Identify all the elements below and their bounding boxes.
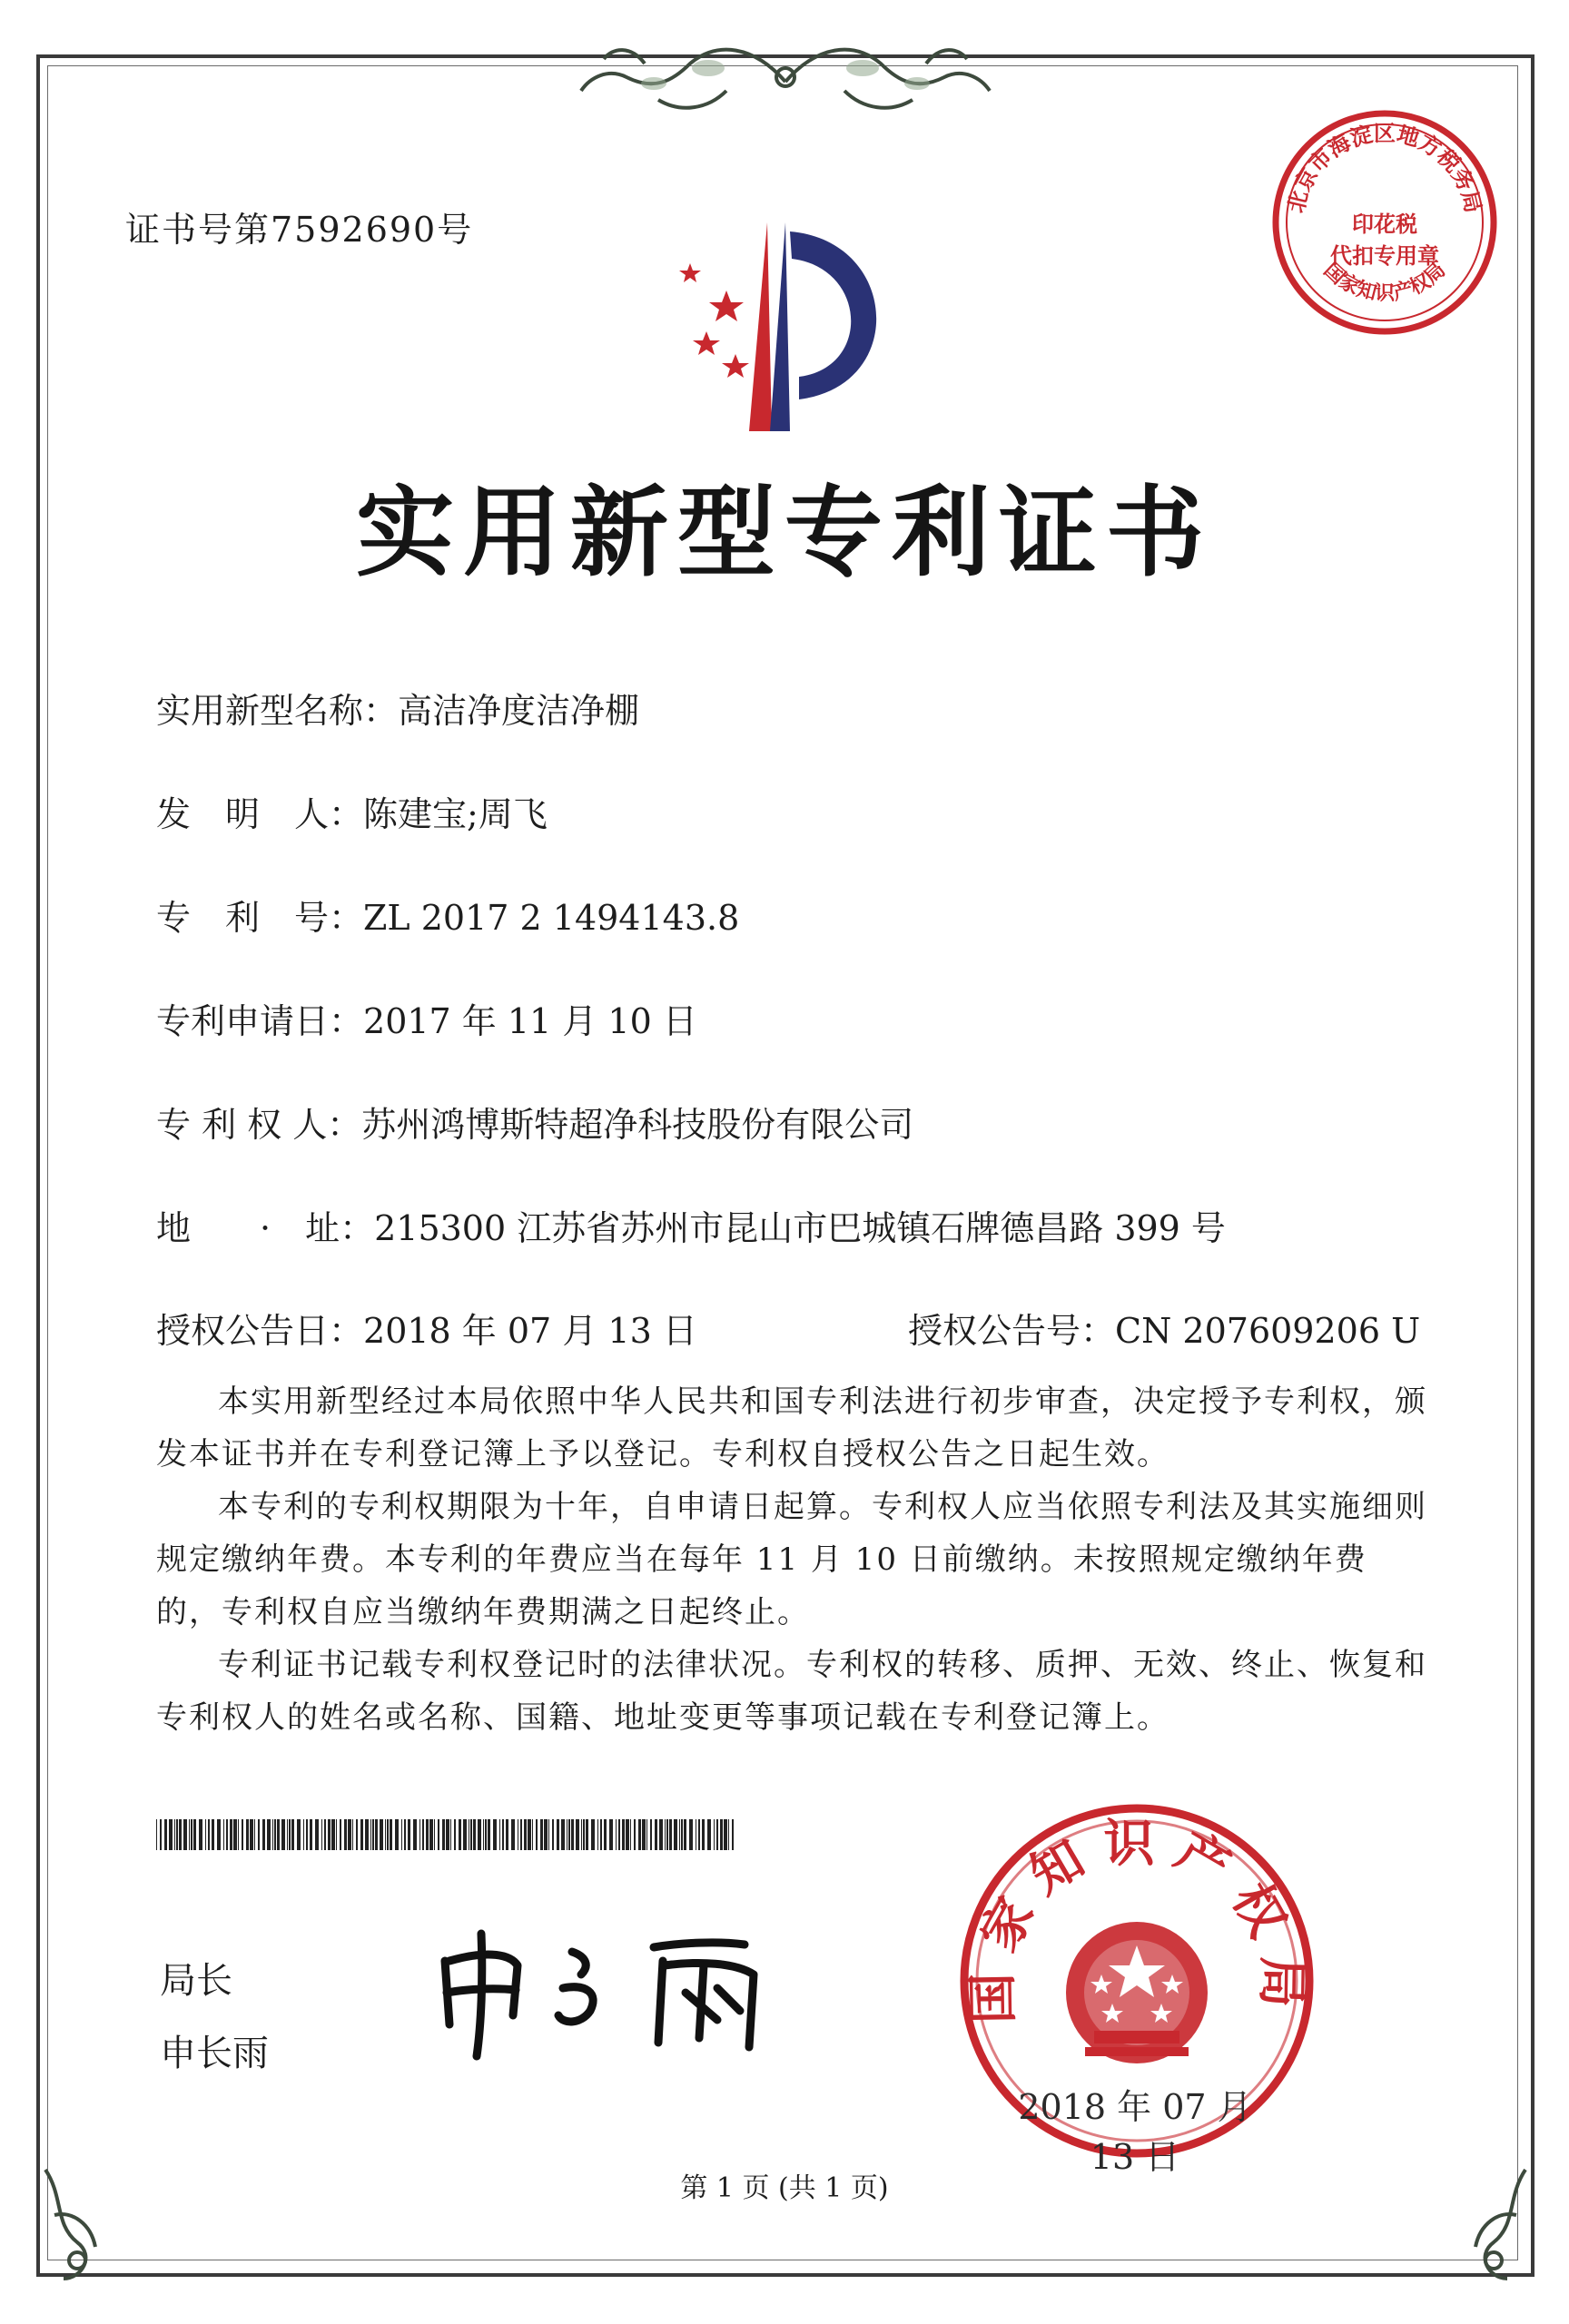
barcode-bar: [401, 1819, 402, 1850]
barcode-bar: [348, 1819, 351, 1850]
barcode-bar: [689, 1819, 693, 1850]
barcode-bar: [634, 1819, 636, 1850]
barcode-bar: [478, 1819, 481, 1850]
certificate-number: 证书号第7592690号: [125, 210, 474, 250]
barcode-bar: [267, 1819, 271, 1850]
barcode-bar: [591, 1819, 595, 1850]
barcode-bar: [646, 1819, 647, 1850]
barcode-bar: [552, 1819, 554, 1850]
page-number: 第 1 页 (共 1 页): [680, 2172, 889, 2204]
field-value: 苏州鸿博斯特超净科技股份有限公司: [361, 1105, 914, 1145]
barcode-bar: [586, 1819, 588, 1850]
barcode-bar: [679, 1819, 680, 1850]
field-label: 授权公告号：: [908, 1311, 1116, 1351]
tax-seal-center-1: 印花税: [1352, 212, 1417, 237]
barcode-bar: [684, 1819, 686, 1850]
barcode-bar: [665, 1819, 666, 1850]
barcode-bar: [395, 1819, 399, 1850]
barcode-bar: [385, 1819, 386, 1850]
barcode-bar: [463, 1819, 467, 1850]
field-value: 215300 江苏省苏州市昆山市巴城镇石牌德昌路 399 号: [374, 1208, 1226, 1248]
barcode-bar: [174, 1819, 175, 1850]
barcode-bar: [176, 1819, 178, 1850]
barcode-bar: [483, 1819, 484, 1850]
barcode-bar: [511, 1819, 515, 1850]
barcode-bar: [169, 1819, 173, 1850]
barcode-bar: [344, 1819, 347, 1850]
cnipa-logo-icon: [663, 204, 935, 440]
barcode-bar: [242, 1819, 243, 1850]
barcode-bar: [728, 1819, 729, 1850]
barcode-bar: [277, 1819, 280, 1850]
barcode-bar: [223, 1819, 224, 1850]
certificate-title: 实用新型专利证书: [355, 476, 1213, 590]
barcode-bar: [390, 1819, 392, 1850]
barcode-bar: [262, 1819, 265, 1850]
barcode-bar: [707, 1819, 711, 1850]
barcode-bar: [272, 1819, 273, 1850]
barcode-bar: [568, 1819, 570, 1850]
barcode-bar: [528, 1819, 531, 1850]
body-paragraph-1: 本实用新型经过本局依照中华人民共和国专利法进行初步审查，决定授予专利权，颁发本证书并在专利登记簿上予以登记。专利权自授权公告之日起生效。: [156, 1384, 1427, 1472]
barcode-bar: [287, 1819, 288, 1850]
field-label: 实用新型名称：: [156, 691, 399, 731]
director-title: 局长: [160, 1960, 232, 2002]
barcode-bar: [499, 1819, 500, 1850]
barcode-bar: [622, 1819, 625, 1850]
certificate-body: [156, 1375, 1427, 1744]
field-label: 发 明 人：: [156, 794, 364, 834]
barcode-bar: [217, 1819, 221, 1850]
barcode-bar: [597, 1819, 598, 1850]
barcode-bar: [650, 1819, 652, 1850]
field-inventor: [156, 786, 548, 836]
tax-seal-center-2: 代扣专用章: [1330, 243, 1439, 269]
barcode-bar: [724, 1819, 727, 1850]
barcode-bar: [289, 1819, 291, 1850]
barcode-bar: [179, 1819, 182, 1850]
barcode-bar: [459, 1819, 461, 1850]
barcode-bar: [561, 1819, 565, 1850]
barcode-bar: [581, 1819, 582, 1850]
director-name: 申长雨: [160, 2033, 269, 2074]
barcode-bar: [434, 1819, 435, 1850]
barcode-bar: [524, 1819, 527, 1850]
barcode-bar: [576, 1819, 579, 1850]
barcode-bar: [429, 1819, 433, 1850]
barcode-bar: [502, 1819, 504, 1850]
field-value: 陈建宝;周飞: [363, 794, 548, 834]
tax-seal-ring-text: 北京市海淀区地方税务局: [1283, 121, 1486, 216]
tax-stamp-seal: [1267, 104, 1503, 340]
field-value: 2017 年 11 月 10 日: [363, 1001, 697, 1041]
barcode-bar: [419, 1819, 420, 1850]
barcode-bar: [642, 1819, 646, 1850]
barcode-bar: [666, 1819, 668, 1850]
barcode-bar: [387, 1819, 389, 1850]
barcode-bar: [659, 1819, 663, 1850]
barcode-bar: [583, 1819, 585, 1850]
barcode-bar: [473, 1819, 476, 1850]
top-ornament: [545, 27, 1026, 127]
barcode-bar: [258, 1819, 260, 1850]
barcode-bar: [380, 1819, 383, 1850]
barcode-bar: [616, 1819, 617, 1850]
barcode-bar: [450, 1819, 451, 1850]
barcode-bar: [609, 1819, 613, 1850]
barcode-bar: [321, 1819, 322, 1850]
barcode-bar: [191, 1819, 192, 1850]
barcode-bar: [571, 1819, 574, 1850]
barcode-bar: [233, 1819, 237, 1850]
barcode-bar: [372, 1819, 374, 1850]
field-value: CN 207609206 U: [1115, 1311, 1421, 1351]
field-utility-model-name: [156, 683, 639, 733]
barcode-bar: [442, 1819, 445, 1850]
barcode-bar: [230, 1819, 232, 1850]
barcode-bar: [193, 1819, 196, 1850]
barcode-bar: [626, 1819, 629, 1850]
barcode-bar: [600, 1819, 602, 1850]
barcode-bar: [306, 1819, 308, 1850]
barcode-bar: [340, 1819, 341, 1850]
barcode-bar: [315, 1819, 319, 1850]
barcode-bar: [413, 1819, 417, 1850]
barcode-bar: [488, 1819, 490, 1850]
tax-seal-bottom-text: 国家知识产权局: [1318, 259, 1451, 306]
barcode-bar: [422, 1819, 424, 1850]
barcode-bar: [328, 1819, 331, 1850]
barcode-bar: [485, 1819, 487, 1850]
barcode-bar: [408, 1819, 410, 1850]
barcode-bar: [208, 1819, 210, 1850]
field-grant-date: [156, 1303, 697, 1353]
field-address: [156, 1200, 1226, 1250]
barcode-bar: [199, 1819, 202, 1850]
barcode-bar: [212, 1819, 214, 1850]
barcode-bar: [246, 1819, 249, 1850]
barcode-bar: [681, 1819, 683, 1850]
barcode-bar: [404, 1819, 406, 1850]
barcode-bar: [183, 1819, 187, 1850]
barcode-bar: [336, 1819, 337, 1850]
barcode-bar: [426, 1819, 429, 1850]
field-value: 2018 年 07 月 13 日: [363, 1311, 697, 1351]
barcode-bar: [446, 1819, 449, 1850]
field-value: ZL 2017 2 1494143.8: [363, 898, 740, 938]
barcode-bar: [310, 1819, 312, 1850]
field-label: 授权公告日：: [156, 1311, 364, 1351]
barcode-bar: [618, 1819, 620, 1850]
barcode-bar: [291, 1819, 294, 1850]
barcode-bar: [303, 1819, 304, 1850]
barcode-bar: [655, 1819, 657, 1850]
body-paragraph-2: 本专利的专利权期限为十年，自申请日起算。专利权人应当依照专利法及其实施细则规定缴纳年费。本专利的年费应当在每年 11 月 10 日前缴纳。未按照规定缴纳年费的，专利权自应当缴纳年费期满之日起终止。: [156, 1489, 1427, 1630]
barcode-bar: [274, 1819, 276, 1850]
field-label: 地 · 址：: [156, 1208, 375, 1248]
barcode-bar: [540, 1819, 543, 1850]
barcode-bar: [226, 1819, 228, 1850]
barcode-bar: [238, 1819, 239, 1850]
barcode-bar: [544, 1819, 548, 1850]
barcode-bar: [297, 1819, 301, 1850]
barcode-bar: [156, 1819, 157, 1850]
barcode-bar: [438, 1819, 439, 1850]
barcode-bar: [324, 1819, 326, 1850]
field-grant-number: [908, 1303, 1420, 1353]
barcode-bar: [189, 1819, 190, 1850]
barcode-bar: [698, 1819, 700, 1850]
body-paragraph-3: 专利证书记载专利权登记时的法律状况。专利权的转移、质押、无效、终止、恢复和专利权人的姓名或名称、国籍、地址变更等事项记载在专利登记簿上。: [156, 1647, 1427, 1736]
barcode-bar: [720, 1819, 723, 1850]
barcode-bar: [532, 1819, 533, 1850]
field-filing-date: [156, 993, 697, 1043]
barcode-bar: [548, 1819, 549, 1850]
barcode-bar: [281, 1819, 285, 1850]
barcode-bar: [352, 1819, 353, 1850]
barcode-bar: [205, 1819, 206, 1850]
barcode-bar: [360, 1819, 363, 1850]
field-label: 专利申请日：: [156, 1001, 364, 1041]
barcode-bar: [160, 1819, 162, 1850]
barcode-bar: [674, 1819, 677, 1850]
barcode-bar: [716, 1819, 718, 1850]
barcode-bar: [536, 1819, 538, 1850]
barcode-bar: [370, 1819, 371, 1850]
barcode-bar: [604, 1819, 607, 1850]
barcode-bar: [714, 1819, 715, 1850]
barcode-bar: [356, 1819, 358, 1850]
barcode-bar: [506, 1819, 508, 1850]
barcode-bar: [375, 1819, 378, 1850]
seal-ring-text: 国家知识产权局: [962, 1814, 1312, 2024]
field-label: 专 利 号：: [156, 898, 364, 938]
barcode-bar: [520, 1819, 522, 1850]
director-signature: [427, 1925, 826, 2061]
barcode: [156, 1819, 737, 1850]
barcode-bar: [331, 1819, 335, 1850]
seal-date: 2018 年 07 月 13 日: [1018, 2087, 1252, 2177]
barcode-bar: [365, 1819, 369, 1850]
field-patentee: [156, 1097, 913, 1147]
barcode-bar: [254, 1819, 255, 1850]
barcode-bar: [470, 1819, 472, 1850]
field-value: 高洁净度洁净棚: [398, 691, 640, 731]
barcode-bar: [732, 1819, 734, 1850]
barcode-bar: [493, 1819, 497, 1850]
barcode-bar: [557, 1819, 559, 1850]
svg-text:北京市海淀区地方税务局: [1283, 121, 1485, 215]
barcode-bar: [250, 1819, 253, 1850]
barcode-bar: [454, 1819, 456, 1850]
barcode-bar: [164, 1819, 167, 1850]
field-label: 专 利 权 人：: [156, 1105, 362, 1145]
barcode-bar: [638, 1819, 641, 1850]
barcode-bar: [702, 1819, 705, 1850]
field-patent-number: [156, 890, 739, 940]
barcode-bar: [669, 1819, 672, 1850]
barcode-bar: [630, 1819, 631, 1850]
